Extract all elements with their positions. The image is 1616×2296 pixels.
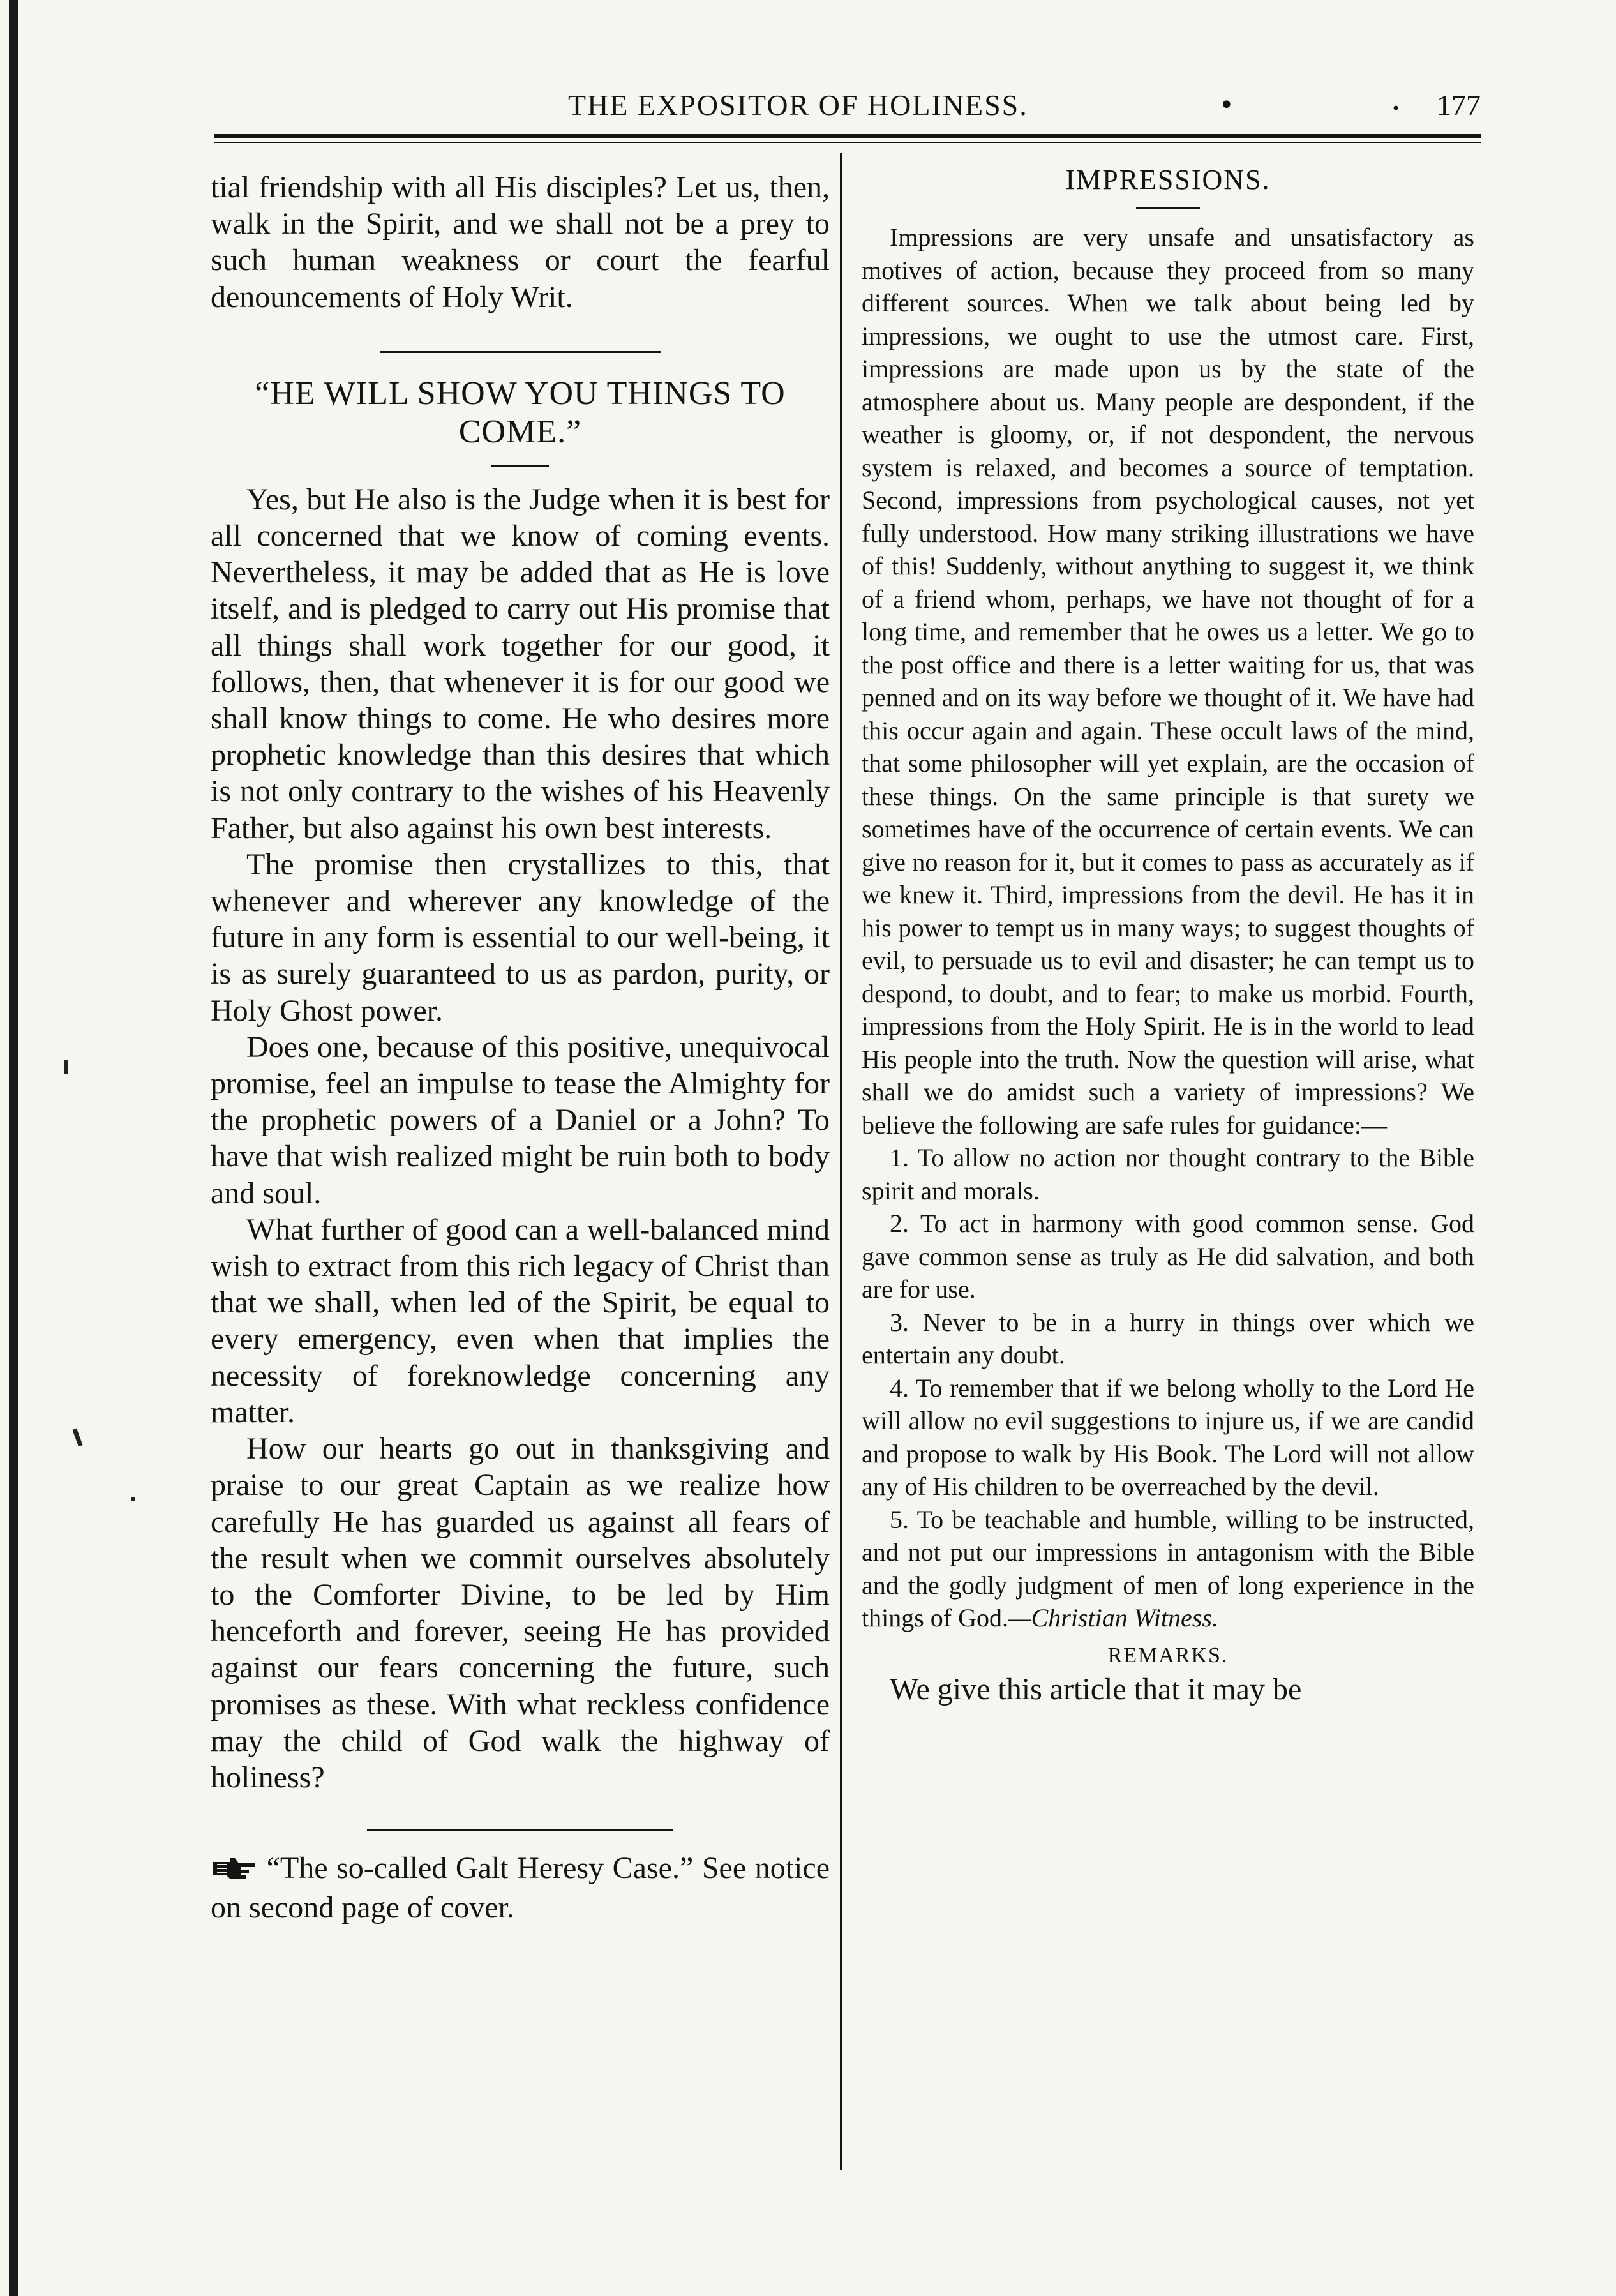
rule-item: 3. Never to be in a hurry in things over which we entertain any doubt.: [862, 1307, 1474, 1369]
body-paragraph: Does one, because of this positive, unequivocal promise, feel an impulse to tease the Almighty for the prophetic powers of a Daniel or a John? To have that wish realized might be ruin both to body and soul.: [211, 1030, 830, 1210]
header-ornament: •: [1391, 100, 1401, 117]
remarks-text: We give this article that it may be: [890, 1672, 1302, 1706]
rule-item: [862, 1503, 1474, 1635]
rule-item: 2. To act in harmony with good common sense. God gave common sense as truly as He did salvation, and both are for use.: [862, 1209, 1474, 1303]
pointing-hand-icon: [211, 1853, 258, 1889]
rule-item: 1. To allow no action nor thought contrary to the Bible spirit and morals.: [862, 1143, 1474, 1205]
right-column: [862, 163, 1474, 1709]
gutter-speck: [131, 1497, 135, 1501]
title-underline: [1136, 207, 1200, 209]
header-rule-thick: [214, 134, 1481, 138]
header-ornament: •: [1219, 91, 1234, 120]
gutter-speck: [72, 1429, 82, 1447]
body-paragraph: How our hearts go out in thanksgiving and praise to our great Captain as we realize how carefully He has guarded us against all fears of the result when we commit ourselves absolutely to the Comforter Divine, to be led by Him henceforth and forever, seeing He has provided against our fears concerning the future, such promises as these. With what reckless confidence may the child of God walk the highway of holiness?: [211, 1432, 830, 1794]
body-paragraph: Yes, but He also is the Judge when it is best for all concerned that we know of coming events. Nevertheless, it may be added that as He is love itself, and is pledged to carry out His promise that all things shall work together for our good, it follows, then, that whenever it is for our good we shall know things to come. He who desires more prophetic knowledge than this desires that which is not only contrary to the wishes of his Heavenly Father, but also against his own best interests.: [211, 482, 830, 845]
body-paragraph: What further of good can a well-balanced mind wish to extract from this rich legacy of Christ than that we shall, when led of the Spirit, be equal to every emergency, even when that implies the necessity of foreknowledge concerning any matter.: [211, 1212, 830, 1429]
attribution: —Christian Witness.: [1008, 1603, 1218, 1632]
column-divider: [840, 153, 842, 2170]
page-header: [211, 83, 1481, 134]
title-underline: [491, 465, 549, 467]
remarks-heading: REMARKS.: [1107, 1643, 1229, 1667]
rule-item: 4. To remember that if we belong wholly to the Lord He will allow no evil suggestions to injure us, if we are candid and propose to walk by His Book. The Lord will not allow any of His children to be overreached by the devil.: [862, 1373, 1474, 1501]
gutter-speck: [64, 1060, 68, 1074]
page-number: 177: [1437, 89, 1481, 121]
section-separator: [380, 351, 661, 353]
article-title: “HE WILL SHOW YOU THINGS TO COME.”: [255, 375, 786, 450]
header-rule-thin: [214, 142, 1481, 143]
continued-paragraph: tial friendship with all His disciples? Let us, then, walk in the Spirit, and we shall not be a prey to such human weakness or court the fearful denouncements of Holy Writ.: [211, 170, 830, 314]
cover-notice: [211, 1850, 830, 1925]
body-paragraph: Impressions are very unsafe and unsatisfactory as motives of action, because they proceed from so many different sources. When we talk about being led by impressions, we ought to use the utmost care. First, impressions are made upon us by the state of the atmosphere about us. Many people are despondent, if the weather is gloomy, or, if not despondent, the nervous system is relaxed, and becomes a source of temptation. Second, impressions from psychological causes, not yet fully understood. How many striking illustrations we have of this! Suddenly, without anything to suggest it, we think of a friend whom, perhaps, we have not thought of for a long time, and remember that he owes us a letter. We go to the post office and there is a letter waiting for us, that was penned and on its way before we thought of it. We have had this occur again and again. These occult laws of the mind, that some philosopher will yet explain, are the occasion of these things. On the same principle is that surety we sometimes have of the occurrence of certain events. We can give no reason for it, but it comes to pass as accurately as if we knew it. Third, impressions from the devil. He has it in his power to tempt us in many ways; to suggest thoughts of evil, to persuade us to evil and disaster; he can tempt us to despond, to doubt, and to fear; to make us morbid. Fourth, impressions from the Holy Spirit. He is in the world to lead His people into the truth. Now the question will arise, what shall we do amidst such a variety of impressions? We believe the following are safe rules for guidance:—: [862, 223, 1474, 1139]
binding-edge-rule: [9, 0, 18, 2296]
article-title: IMPRESSIONS.: [1065, 164, 1271, 195]
running-title: THE EXPOSITOR OF HOLINESS.: [568, 89, 1028, 121]
rule-item-text: 5. To be teachable and humble, willing to be instructed, and not put our impressions in antagonism with the Bible and the godly judgment of men of long experience in the things of God.: [862, 1504, 1474, 1632]
body-paragraph: The promise then crystallizes to this, that whenever and wherever any knowledge of the future in any form is essential to our well-being, it is as surely guaranteed to us as pardon, purity, or Holy Ghost power.: [211, 847, 830, 1028]
cover-notice-text: “The so-called Galt Heresy Case.” See notice on second page of cover.: [211, 1851, 830, 1925]
section-separator: [367, 1829, 673, 1831]
left-column: [211, 169, 830, 1926]
